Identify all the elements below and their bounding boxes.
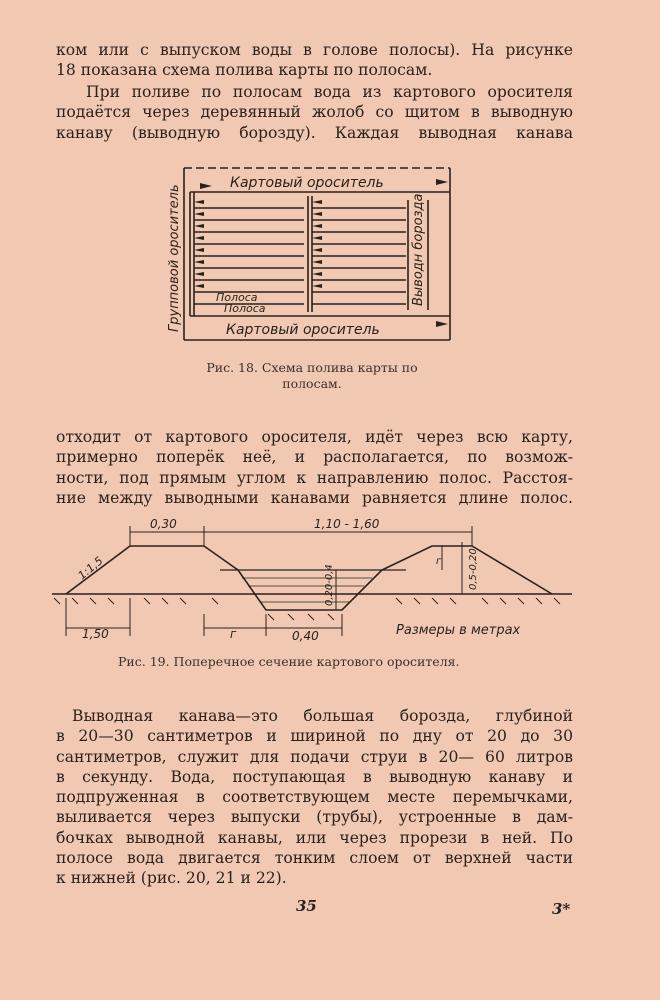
label-group-canal: Групповой ороситель xyxy=(167,184,182,332)
text-line: отходит от картового оросителя, идёт через всю карту, xyxy=(56,428,573,446)
text-line: подпруженная в соответствующем месте перемычками, xyxy=(56,788,573,807)
signature-mark: 3* xyxy=(552,900,571,918)
dim-top-mid: 1,10 - 1,60 xyxy=(314,518,380,531)
text-line: канаву (выводную борозду). Каждая выводная канава xyxy=(56,123,573,142)
text-line: ние между выводными канавами равняется длине полос. xyxy=(56,488,573,507)
text-line: к нижней (рис. 20, 21 и 22). xyxy=(56,869,287,888)
figure-18-caption xyxy=(182,360,442,392)
text-line: 18 показана схема полива карты по полосам. xyxy=(56,61,433,80)
dim-depth-inner: 0,20-0,4 xyxy=(324,564,335,606)
label-outlet-furrow: Выводн борозда xyxy=(411,193,426,306)
dim-depth-right-g: г xyxy=(436,556,442,567)
text-line: подаётся через деревянный жолоб со щитом в выводную xyxy=(56,103,573,122)
page-number: 35 xyxy=(296,897,317,915)
label-bottom-canal: Картовый ороситель xyxy=(226,322,380,338)
dim-bottom-g: г xyxy=(230,627,237,641)
text-line: При поливе по полосам вода из картового оросителя xyxy=(86,83,573,101)
dim-bottom-left: 1,50 xyxy=(82,627,109,641)
text-line: бочках выводной канавы, или через прорези в ней. По xyxy=(56,828,573,847)
paragraph-2 xyxy=(56,82,573,143)
dim-slope: 1:1,5 xyxy=(75,554,106,583)
figure-19-cross-section xyxy=(52,518,572,648)
text-line: полосе вода двигается тонким слоем от верхней части xyxy=(56,849,573,868)
text-line: в секунду. Вода, поступающая в выводную канаву и xyxy=(56,767,573,786)
caption-line: полосам. xyxy=(282,376,342,391)
text-line: ком или с выпуском воды в голове полосы). На рисунке xyxy=(56,41,573,59)
caption-line: Рис. 18. Схема полива карты по xyxy=(206,360,418,375)
dim-depth-right: 0,5-0,20 xyxy=(468,548,479,590)
paragraph-1 xyxy=(56,40,573,81)
paragraph-4 xyxy=(56,706,573,889)
figure-18-irrigation-scheme xyxy=(150,160,460,350)
units-label: Размеры в метрах xyxy=(396,623,521,638)
text-line: ности, под прямым углом к направлению полос. Расстоя- xyxy=(56,468,573,487)
label-top-canal: Картовый ороситель xyxy=(230,175,384,191)
text-line: выливается через выпуски (трубы), устроенные в дам- xyxy=(56,808,573,827)
text-line: Выводная канава—это большая борозда, глубиной xyxy=(72,707,573,725)
dim-bottom: 0,40 xyxy=(292,629,319,643)
dim-top-left: 0,30 xyxy=(150,518,177,531)
label-strip-1: Полоса xyxy=(216,291,258,304)
text-line: сантиметров, служит для подачи струи в 20— 60 литров xyxy=(56,747,573,766)
text-line: примерно поперёк неё, и располагается, по возмож- xyxy=(56,448,573,467)
figure-19-caption: Рис. 19. Поперечное сечение картового оросителя. xyxy=(118,654,460,669)
text-line: в 20—30 сантиметров и шириной по дну от 20 до 30 xyxy=(56,727,573,746)
paragraph-3 xyxy=(56,427,573,508)
label-strip-2: Полоса xyxy=(224,302,266,315)
